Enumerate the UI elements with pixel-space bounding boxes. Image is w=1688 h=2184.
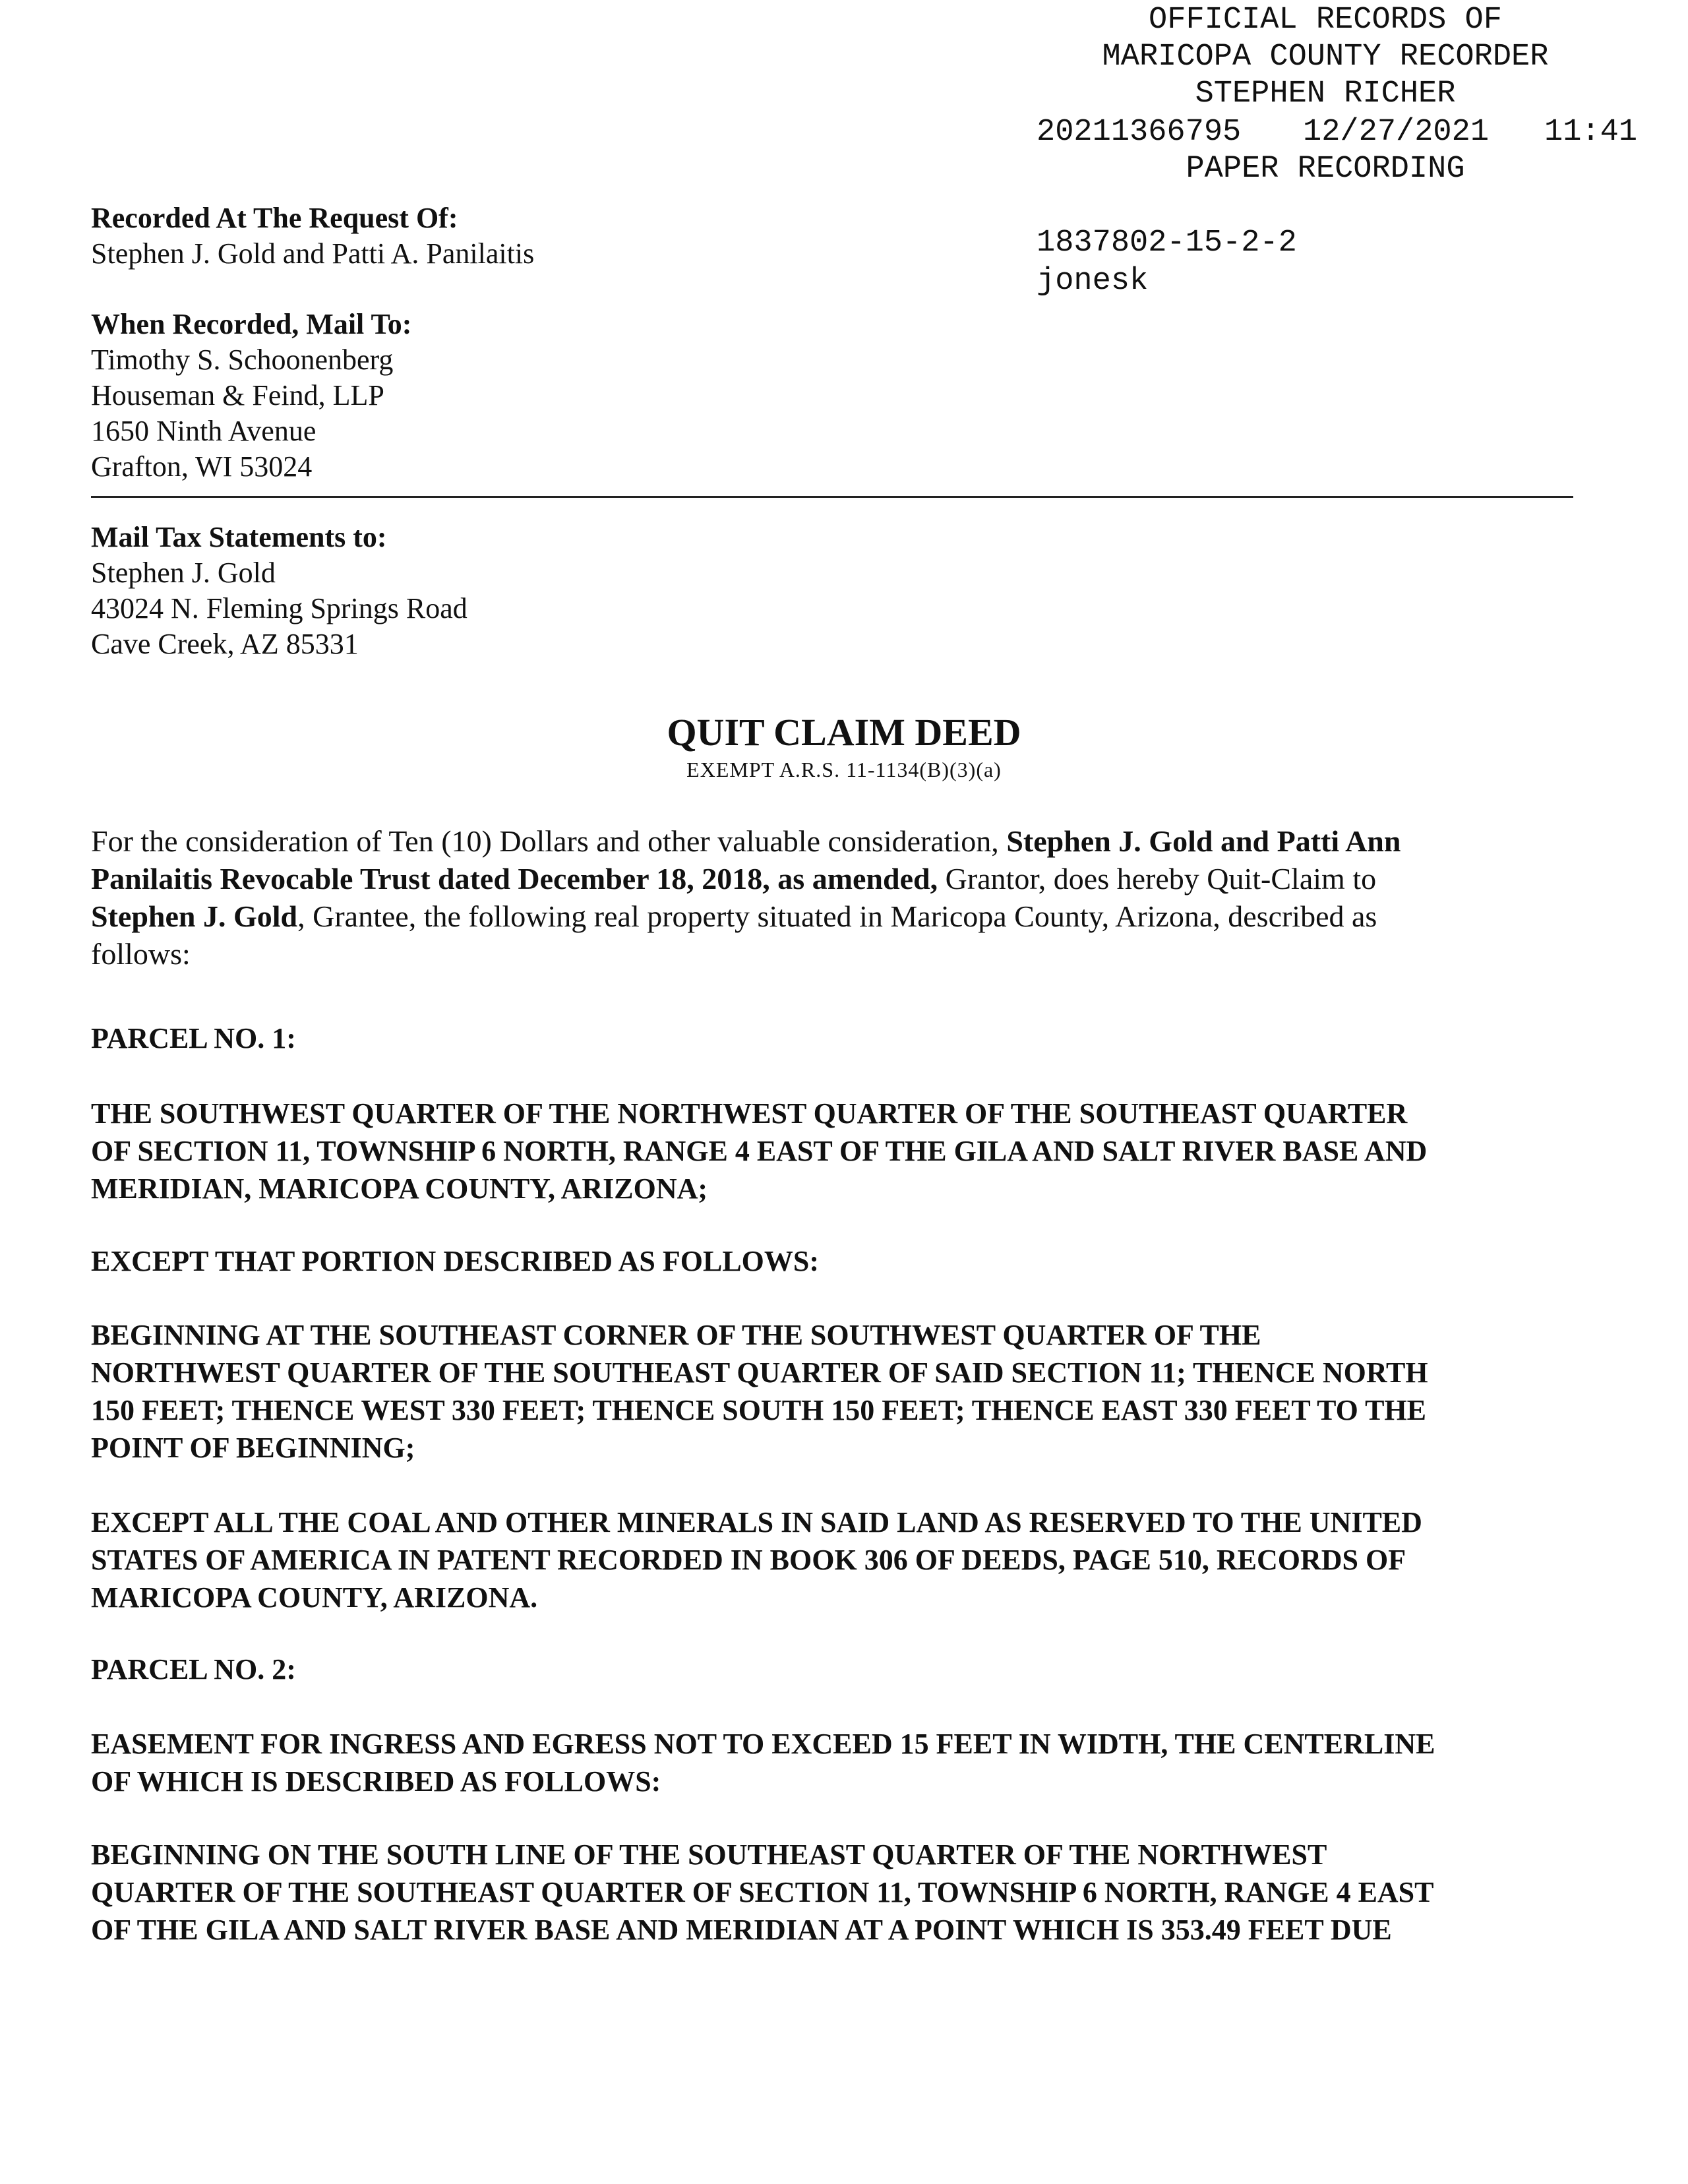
divider-line: [91, 496, 1573, 498]
parcel1-heading: PARCEL NO. 1:: [91, 1022, 296, 1054]
legal-line: MARICOPA COUNTY, ARIZONA.: [91, 1581, 538, 1614]
recorded-request-heading: Recorded At The Request Of:: [91, 202, 458, 234]
mineral-exception: [91, 1503, 1581, 1616]
exception-heading: EXCEPT THAT PORTION DESCRIBED AS FOLLOWS:: [91, 1245, 820, 1277]
legal-line: OF SECTION 11, TOWNSHIP 6 NORTH, RANGE 4 EAST OF THE GILA AND SALT RIVER BASE AND: [91, 1135, 1428, 1167]
clerk-id: jonesk: [1037, 264, 1149, 299]
recorder-stamp-line3: STEPHEN RICHER: [1195, 76, 1456, 111]
legal-line: OF THE GILA AND SALT RIVER BASE AND MERIDIAN AT A POINT WHICH IS 353.49 FEET DUE: [91, 1914, 1392, 1946]
easement-description: [91, 1725, 1581, 1800]
tax-statements-heading: Mail Tax Statements to:: [91, 521, 387, 553]
legal-line: QUARTER OF THE SOUTHEAST QUARTER OF SECTION 11, TOWNSHIP 6 NORTH, RANGE 4 EAST: [91, 1876, 1434, 1908]
tax-statements-line: Cave Creek, AZ 85331: [91, 628, 359, 660]
legal-line: EASEMENT FOR INGRESS AND EGRESS NOT TO EXCEED 15 FEET IN WIDTH, THE CENTERLINE: [91, 1728, 1435, 1760]
legal-line: POINT OF BEGINNING;: [91, 1432, 415, 1464]
parcel1-description: [91, 1095, 1581, 1207]
legal-line: MERIDIAN, MARICOPA COUNTY, ARIZONA;: [91, 1172, 708, 1205]
recording-type: PAPER RECORDING: [1186, 152, 1465, 187]
easement-beginning-description: [91, 1836, 1581, 1949]
recorder-stamp-line2: MARICOPA COUNTY RECORDER: [1102, 40, 1549, 75]
recorded-request-name: Stephen J. Gold and Patti A. Panilaitis: [91, 237, 535, 270]
mail-to-line: 1650 Ninth Avenue: [91, 415, 316, 447]
legal-line: NORTHWEST QUARTER OF THE SOUTHEAST QUARTER OF SAID SECTION 11; THENCE NORTH: [91, 1356, 1428, 1389]
recorded-request-block: [91, 200, 534, 272]
mail-to-line: Timothy S. Schoonenberg: [91, 344, 394, 376]
legal-line: STATES OF AMERICA IN PATENT RECORDED IN BOOK 306 OF DEEDS, PAGE 510, RECORDS OF: [91, 1544, 1406, 1576]
grantor-name: Stephen J. Gold and Patti Ann: [1006, 824, 1401, 858]
consideration-paragraph: [91, 822, 1581, 973]
intro-text: For the consideration of Ten (10) Dollars and other valuable consideration,: [91, 824, 1007, 858]
parcel2-heading: PARCEL NO. 2:: [91, 1653, 296, 1685]
record-date: 12/27/2021: [1303, 115, 1490, 150]
legal-line: BEGINNING AT THE SOUTHEAST CORNER OF THE SOUTHWEST QUARTER OF THE: [91, 1319, 1261, 1351]
record-number: 20211366795: [1037, 115, 1242, 150]
exemption-note: EXEMPT A.R.S. 11-1134(B)(3)(a): [686, 758, 1002, 781]
recorder-stamp-line1: OFFICIAL RECORDS OF: [1149, 3, 1502, 38]
mail-to-heading: When Recorded, Mail To:: [91, 308, 412, 340]
mail-to-line: Grafton, WI 53024: [91, 450, 313, 483]
intro-text: , Grantee, the following real property situated in Maricopa County, Arizona, described as: [297, 899, 1377, 933]
legal-line: 150 FEET; THENCE WEST 330 FEET; THENCE SOUTH 150 FEET; THENCE EAST 330 FEET TO THE: [91, 1394, 1426, 1426]
tax-statements-block: [91, 520, 467, 662]
mail-to-block: [91, 307, 411, 485]
intro-text: Grantor, does hereby Quit-Claim to: [938, 862, 1377, 895]
legal-line: BEGINNING ON THE SOUTH LINE OF THE SOUTHEAST QUARTER OF THE NORTHWEST: [91, 1838, 1327, 1871]
document-id: 1837802-15-2-2: [1037, 226, 1297, 260]
record-time: 11:41: [1544, 115, 1638, 150]
tax-statements-line: Stephen J. Gold: [91, 557, 276, 589]
intro-text: follows:: [91, 937, 191, 971]
tax-statements-line: 43024 N. Fleming Springs Road: [91, 592, 467, 624]
point-of-beginning-description: [91, 1316, 1581, 1467]
legal-line: EXCEPT ALL THE COAL AND OTHER MINERALS IN SAID LAND AS RESERVED TO THE UNITED: [91, 1506, 1422, 1538]
legal-line: OF WHICH IS DESCRIBED AS FOLLOWS:: [91, 1765, 661, 1798]
grantor-name-cont: Panilaitis Revocable Trust dated December 18, 2018, as amended,: [91, 862, 938, 895]
mail-to-line: Houseman & Feind, LLP: [91, 379, 384, 411]
legal-line: THE SOUTHWEST QUARTER OF THE NORTHWEST QUARTER OF THE SOUTHEAST QUARTER: [91, 1097, 1408, 1130]
grantee-name: Stephen J. Gold: [91, 899, 298, 933]
document-title: QUIT CLAIM DEED: [667, 711, 1021, 754]
